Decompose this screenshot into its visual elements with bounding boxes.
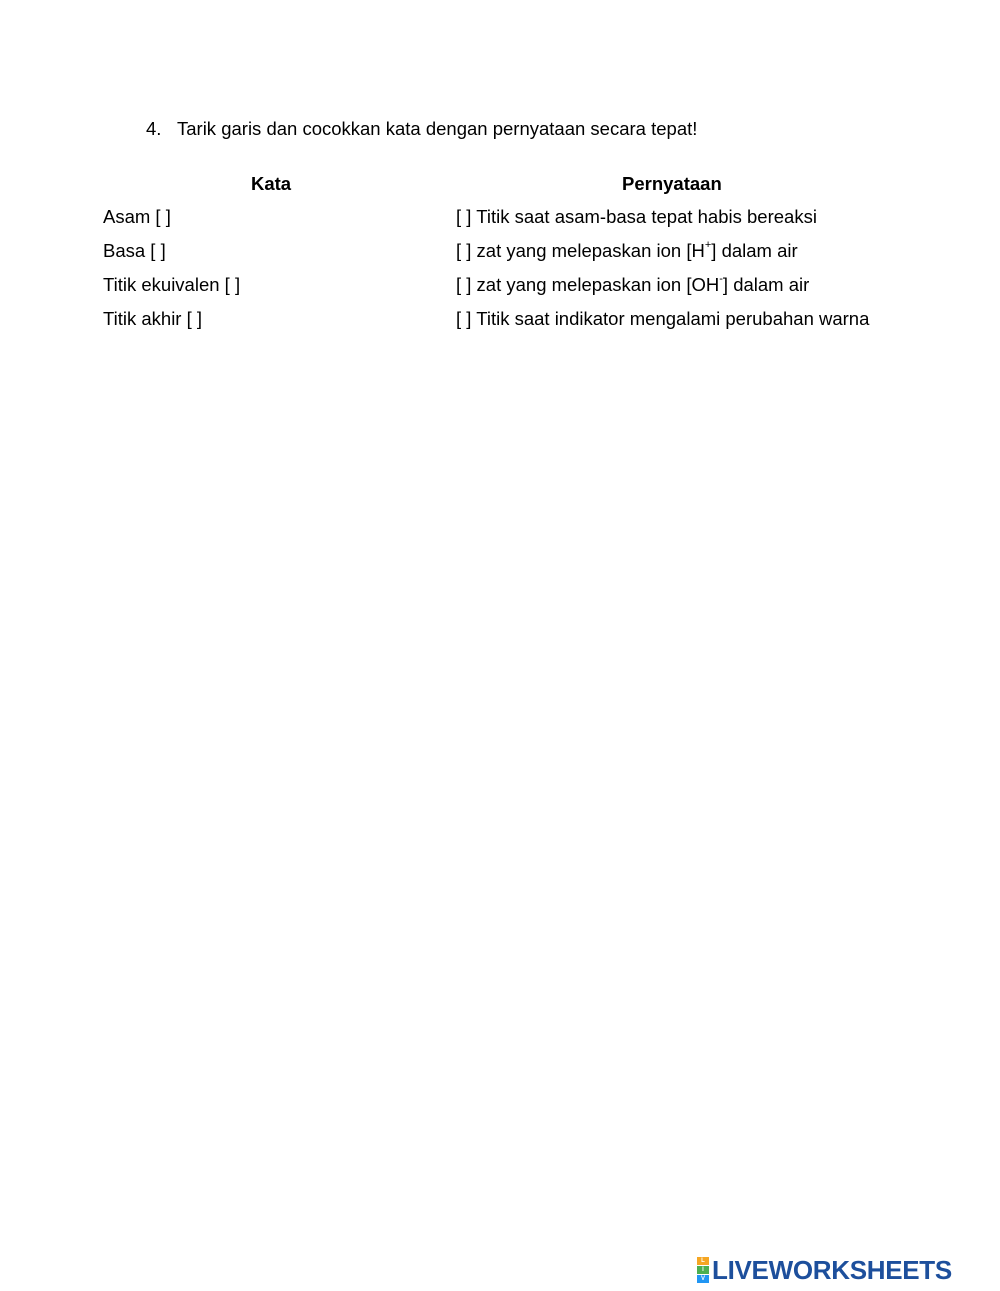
statement-base[interactable] [456,273,809,297]
logo-mark-icon [697,1257,709,1283]
word-titik-ekuivalen[interactable]: Titik ekuivalen [ ] [103,274,241,295]
statement-acid-end: ] dalam air [711,240,798,261]
word-asam[interactable]: Asam [ ] [103,206,171,227]
statement-equivalence[interactable]: [ ] Titik saat asam-basa tepat habis bereaksi [456,206,817,227]
statement-base-text: [ ] zat yang melepaskan ion [OH [456,274,720,295]
word-basa[interactable]: Basa [ ] [103,240,166,261]
statement-endpoint[interactable]: [ ] Titik saat indikator mengalami perubahan warna [456,308,870,329]
logo-mark-i: I [697,1266,709,1274]
question-number: 4. [146,118,162,139]
logo-mark-l: L [697,1257,709,1265]
column-header-pernyataan: Pernyataan [622,173,722,194]
logo-mark-v: V [697,1275,709,1283]
question-instruction [146,117,697,141]
hydroxide-charge: - [719,272,723,285]
liveworksheets-logo [697,1255,952,1285]
statement-acid[interactable] [456,239,798,263]
logo-text: LIVEWORKSHEETS [712,1254,952,1285]
statement-acid-text: [ ] zat yang melepaskan ion [H [456,240,705,261]
hydrogen-charge: + [704,238,712,251]
word-titik-akhir[interactable]: Titik akhir [ ] [103,308,203,329]
statement-base-end: ] dalam air [722,274,810,295]
question-text: Tarik garis dan cocokkan kata dengan pernyataan secara tepat! [177,118,698,139]
column-header-kata: Kata [251,173,292,194]
